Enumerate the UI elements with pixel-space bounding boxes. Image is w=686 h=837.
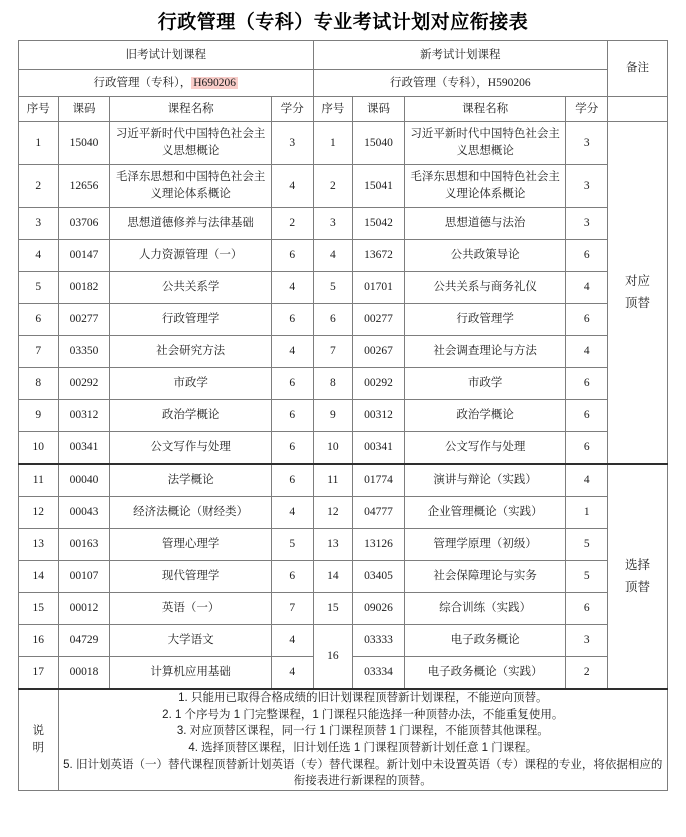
cell-new-credit: 4 <box>566 336 608 368</box>
notes-label-line: 明 <box>32 742 45 755</box>
cell-new-no: 7 <box>313 336 353 368</box>
cell-old-code: 00018 <box>58 657 110 690</box>
cell-new-code: 00277 <box>353 304 405 336</box>
cell-new-name: 思想道德与法治 <box>404 208 565 240</box>
header-plan-row <box>19 70 668 97</box>
cell-new-no: 12 <box>313 497 353 529</box>
cell-new-name: 电子政务概论（实践） <box>404 657 565 690</box>
table-row <box>19 529 668 561</box>
cell-old-credit: 3 <box>271 122 313 165</box>
remark-line: 顶替 <box>625 579 651 594</box>
col-new-name: 课程名称 <box>404 97 565 122</box>
cell-new-code: 03333 <box>353 625 405 657</box>
cell-old-code: 00043 <box>58 497 110 529</box>
table-row <box>19 593 668 625</box>
cell-new-credit: 6 <box>566 368 608 400</box>
cell-old-code: 03350 <box>58 336 110 368</box>
cell-new-no: 5 <box>313 272 353 304</box>
col-new-no: 序号 <box>313 97 353 122</box>
cell-new-credit: 6 <box>566 432 608 465</box>
cell-old-no: 2 <box>19 165 59 208</box>
note-item: 5. 旧计划英语（一）替代课程顶替新计划英语（专）替代课程。新计划中未设置英语（专）课程的专业，将依据相应的衔接表进行新课程的顶替。 <box>63 758 663 788</box>
cell-new-code: 03405 <box>353 561 405 593</box>
cell-new-code: 04777 <box>353 497 405 529</box>
cell-new-code: 03334 <box>353 657 405 690</box>
cell-new-no: 1 <box>313 122 353 165</box>
table-row <box>19 304 668 336</box>
cell-old-code: 00182 <box>58 272 110 304</box>
cell-old-no: 5 <box>19 272 59 304</box>
cell-old-credit: 6 <box>271 561 313 593</box>
cell-new-code: 01774 <box>353 464 405 497</box>
cell-new-no: 9 <box>313 400 353 432</box>
cell-new-name: 政治学概论 <box>404 400 565 432</box>
cell-old-credit: 4 <box>271 625 313 657</box>
cell-new-code: 15042 <box>353 208 405 240</box>
notes-row <box>19 689 668 791</box>
header-remark: 备注 <box>608 41 668 97</box>
cell-new-code: 09026 <box>353 593 405 625</box>
cell-new-credit: 6 <box>566 400 608 432</box>
remark-line: 对应 <box>625 274 651 289</box>
cell-new-code: 00292 <box>353 368 405 400</box>
cell-new-name: 公共关系与商务礼仪 <box>404 272 565 304</box>
cell-old-name: 思想道德修养与法律基础 <box>110 208 271 240</box>
cell-new-code: 15041 <box>353 165 405 208</box>
cell-new-code: 15040 <box>353 122 405 165</box>
cell-new-credit: 6 <box>566 240 608 272</box>
table-row <box>19 432 668 465</box>
note-item: 4. 选择顶替区课程，旧计划任选 1 门课程顶替新计划任意 1 门课程。 <box>188 742 538 755</box>
cell-old-code: 00040 <box>58 464 110 497</box>
cell-new-name: 公共政策导论 <box>404 240 565 272</box>
cell-old-no: 1 <box>19 122 59 165</box>
col-old-no: 序号 <box>19 97 59 122</box>
cell-old-name: 人力资源管理（一） <box>110 240 271 272</box>
col-old-code: 课码 <box>58 97 110 122</box>
cell-old-credit: 6 <box>271 304 313 336</box>
cell-old-credit: 6 <box>271 240 313 272</box>
cell-new-no: 3 <box>313 208 353 240</box>
cell-new-credit: 4 <box>566 464 608 497</box>
cell-new-credit: 6 <box>566 304 608 336</box>
old-plan-code-highlight: H690206 <box>193 76 237 89</box>
remark-line: 顶替 <box>625 295 651 310</box>
cell-new-no: 13 <box>313 529 353 561</box>
cell-old-name: 公共关系学 <box>110 272 271 304</box>
page-title: 行政管理（专科）专业考试计划对应衔接表 <box>157 12 529 33</box>
cell-old-code: 12656 <box>58 165 110 208</box>
col-new-code: 课码 <box>353 97 405 122</box>
notes-label <box>19 689 59 791</box>
cell-new-credit: 4 <box>566 272 608 304</box>
cell-old-no: 15 <box>19 593 59 625</box>
cell-old-name: 英语（一） <box>110 593 271 625</box>
cell-new-name: 演讲与辩论（实践） <box>404 464 565 497</box>
table-row <box>19 240 668 272</box>
cell-new-credit: 6 <box>566 593 608 625</box>
cell-remark <box>608 464 668 689</box>
cell-remark <box>608 122 668 465</box>
cell-new-no: 15 <box>313 593 353 625</box>
cell-old-no: 9 <box>19 400 59 432</box>
cell-new-name: 习近平新时代中国特色社会主义思想概论 <box>404 122 565 165</box>
cell-old-credit: 5 <box>271 529 313 561</box>
col-old-name: 课程名称 <box>110 97 271 122</box>
cell-new-credit: 3 <box>566 122 608 165</box>
cell-old-credit: 6 <box>271 432 313 465</box>
cell-new-credit: 5 <box>566 561 608 593</box>
cell-old-credit: 7 <box>271 593 313 625</box>
cell-new-code: 13672 <box>353 240 405 272</box>
cell-old-no: 16 <box>19 625 59 657</box>
table-row <box>19 561 668 593</box>
cell-old-code: 00292 <box>58 368 110 400</box>
cell-old-code: 15040 <box>58 122 110 165</box>
table-header <box>19 41 668 122</box>
table-row <box>19 208 668 240</box>
cell-new-code: 00341 <box>353 432 405 465</box>
cell-new-no: 6 <box>313 304 353 336</box>
cell-old-code: 00163 <box>58 529 110 561</box>
cell-old-name: 行政管理学 <box>110 304 271 336</box>
header-new-plan-group: 新考试计划课程 <box>313 41 608 70</box>
new-plan-identifier: 行政管理（专科），H590206 <box>313 70 608 97</box>
cell-old-credit: 6 <box>271 400 313 432</box>
remark-label <box>610 555 665 598</box>
table-row <box>19 122 668 165</box>
table-row <box>19 464 668 497</box>
table-row <box>19 165 668 208</box>
cell-old-name: 经济法概论（财经类） <box>110 497 271 529</box>
cell-new-name: 市政学 <box>404 368 565 400</box>
table-row <box>19 400 668 432</box>
cell-old-no: 17 <box>19 657 59 690</box>
cell-old-no: 14 <box>19 561 59 593</box>
header-old-plan-group: 旧考试计划课程 <box>19 41 314 70</box>
cell-old-credit: 6 <box>271 464 313 497</box>
cell-new-credit: 3 <box>566 625 608 657</box>
cell-new-code: 00312 <box>353 400 405 432</box>
header-group-row <box>19 41 668 70</box>
cell-old-credit: 4 <box>271 336 313 368</box>
cell-new-no: 10 <box>313 432 353 465</box>
notes-body <box>58 689 667 791</box>
cell-new-credit: 5 <box>566 529 608 561</box>
note-item: 1. 只能用已取得合格成绩的旧计划课程顶替新计划课程，不能逆向顶替。 <box>178 692 548 704</box>
cell-new-no: 4 <box>313 240 353 272</box>
cell-new-name: 综合训练（实践） <box>404 593 565 625</box>
cell-old-code: 04729 <box>58 625 110 657</box>
note-item: 2. 1 个序号为 1 门完整课程，1 门课程只能选择一种顶替办法，不能重复使用。 <box>162 708 564 721</box>
col-old-credit: 学分 <box>271 97 313 122</box>
cell-old-no: 4 <box>19 240 59 272</box>
cell-new-credit: 1 <box>566 497 608 529</box>
cell-new-code: 01701 <box>353 272 405 304</box>
cell-old-credit: 4 <box>271 497 313 529</box>
cell-old-name: 法学概论 <box>110 464 271 497</box>
remark-label <box>610 271 665 314</box>
cell-old-name: 市政学 <box>110 368 271 400</box>
note-item: 3. 对应顶替区课程，同一行 1 门课程顶替 1 门课程，不能顶替其他课程。 <box>176 725 549 738</box>
table-body <box>19 122 668 791</box>
cell-new-no: 16 <box>313 625 353 690</box>
cell-old-code: 00147 <box>58 240 110 272</box>
old-plan-prefix: 行政管理（专科）， <box>93 76 192 89</box>
cell-old-name: 毛泽东思想和中国特色社会主义理论体系概论 <box>110 165 271 208</box>
cell-old-no: 6 <box>19 304 59 336</box>
cell-old-no: 13 <box>19 529 59 561</box>
cell-old-name: 管理心理学 <box>110 529 271 561</box>
cell-new-credit: 3 <box>566 165 608 208</box>
cell-new-name: 公文写作与处理 <box>404 432 565 465</box>
table-row <box>19 625 668 657</box>
cell-old-no: 12 <box>19 497 59 529</box>
cell-new-no: 14 <box>313 561 353 593</box>
cell-new-no: 11 <box>313 464 353 497</box>
cell-old-credit: 2 <box>271 208 313 240</box>
cell-old-code: 03706 <box>58 208 110 240</box>
cell-old-code: 00107 <box>58 561 110 593</box>
cell-old-code: 00012 <box>58 593 110 625</box>
cell-old-name: 习近平新时代中国特色社会主义思想概论 <box>110 122 271 165</box>
cell-new-name: 管理学原理（初级） <box>404 529 565 561</box>
cell-new-name: 社会保障理论与实务 <box>404 561 565 593</box>
table-row <box>19 272 668 304</box>
course-mapping-table <box>18 40 668 791</box>
cell-old-credit: 6 <box>271 368 313 400</box>
cell-old-no: 3 <box>19 208 59 240</box>
old-plan-identifier <box>19 70 314 97</box>
cell-new-name: 企业管理概论（实践） <box>404 497 565 529</box>
cell-old-name: 大学语文 <box>110 625 271 657</box>
header-column-row <box>19 97 668 122</box>
cell-old-no: 11 <box>19 464 59 497</box>
cell-old-no: 10 <box>19 432 59 465</box>
cell-new-name: 毛泽东思想和中国特色社会主义理论体系概论 <box>404 165 565 208</box>
col-remark-spacer <box>608 97 668 122</box>
cell-old-credit: 4 <box>271 165 313 208</box>
cell-new-no: 2 <box>313 165 353 208</box>
cell-new-name: 电子政务概论 <box>404 625 565 657</box>
cell-old-no: 7 <box>19 336 59 368</box>
cell-old-name: 现代管理学 <box>110 561 271 593</box>
cell-old-credit: 4 <box>271 272 313 304</box>
cell-new-name: 行政管理学 <box>404 304 565 336</box>
table-row <box>19 336 668 368</box>
cell-old-name: 社会研究方法 <box>110 336 271 368</box>
remark-line: 选择 <box>625 558 651 573</box>
table-row <box>19 497 668 529</box>
cell-old-name: 计算机应用基础 <box>110 657 271 690</box>
notes-label-line: 说 <box>32 725 45 738</box>
cell-old-credit: 4 <box>271 657 313 690</box>
cell-old-no: 8 <box>19 368 59 400</box>
col-new-credit: 学分 <box>566 97 608 122</box>
cell-new-code: 13126 <box>353 529 405 561</box>
cell-old-name: 公文写作与处理 <box>110 432 271 465</box>
cell-old-code: 00341 <box>58 432 110 465</box>
cell-old-code: 00277 <box>58 304 110 336</box>
cell-old-code: 00312 <box>58 400 110 432</box>
table-row <box>19 368 668 400</box>
cell-new-code: 00267 <box>353 336 405 368</box>
cell-new-credit: 3 <box>566 208 608 240</box>
cell-new-name: 社会调查理论与方法 <box>404 336 565 368</box>
notes-list <box>61 690 665 790</box>
cell-new-credit: 2 <box>566 657 608 690</box>
cell-old-name: 政治学概论 <box>110 400 271 432</box>
cell-new-no: 8 <box>313 368 353 400</box>
